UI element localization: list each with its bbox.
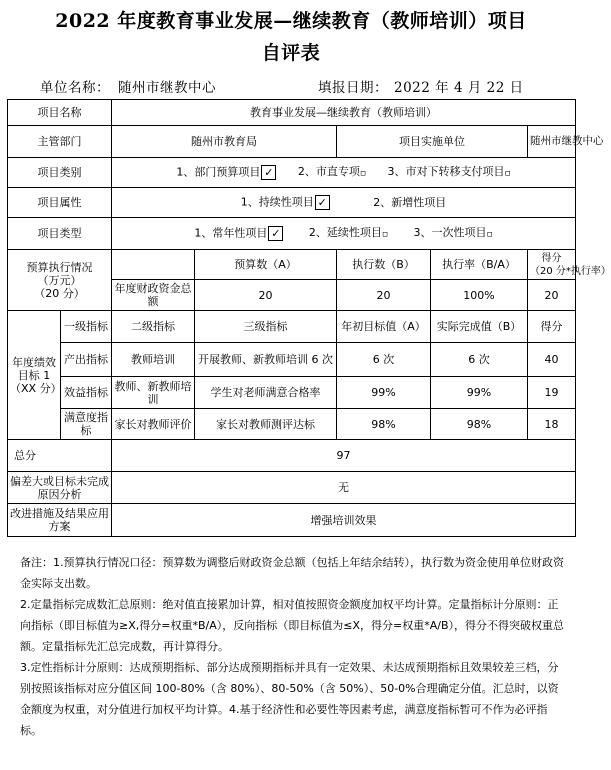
attr-label: 项目属性: [8, 188, 112, 218]
category-options: [112, 158, 576, 188]
type-opt3: 3、一次性项目: [413, 226, 487, 240]
square-icon: ▫: [359, 168, 367, 179]
attr-opt1: 1、持续性项目: [240, 195, 314, 209]
deviation-label: 偏差大或目标未完成原因分析: [8, 472, 112, 504]
notes-section: [20, 552, 568, 741]
attr-opt2: 2、新增性项目: [373, 195, 447, 209]
budget-label-l1: 预算执行情况: [26, 260, 93, 274]
budget-score-header: [528, 250, 611, 280]
fill-date: [318, 76, 524, 96]
note-2: 2.定量指标完成数汇总原则：绝对值直接累加计算，相对值按照资金额度加权平均计算。定量指标计分原则：正向指标（即目标值为≥X,得分=权重*B/A），反向指标（即目标值为≤X，得分=权重*A/B），得分不得突破权重总额。定量指标先汇总完成数，再计算得分。: [20, 598, 564, 653]
project-name-label: 项目名称: [8, 100, 112, 126]
table-row: [8, 343, 576, 377]
improve-label: 改进措施及结果应用方案: [8, 504, 112, 537]
impl-unit-label: 项目实施单位: [337, 126, 528, 158]
type-options: [112, 218, 576, 250]
indicator-score: 40: [528, 343, 576, 377]
indicator-score: 18: [528, 409, 576, 440]
attr-options: [112, 188, 576, 218]
indicator-level3: 开展教师、新教师培训 6 次: [195, 343, 337, 377]
square-icon: ▫: [486, 229, 493, 240]
evaluation-table: [7, 99, 611, 537]
category-opt3: 3、市对下转移支付项目: [387, 165, 505, 179]
target-value: 99%: [337, 377, 431, 409]
indicator-score: 19: [528, 377, 576, 409]
perf-h-level2: 二级指标: [112, 311, 195, 343]
deviation-value: 无: [112, 472, 576, 504]
document-title-line2: 自评表: [261, 42, 321, 64]
indicator-level1: 产出指标: [61, 343, 112, 377]
budget-label-l3: （20 分）: [34, 286, 85, 300]
actual-value: 6 次: [431, 343, 528, 377]
exec-rate-header: 执行率（B/A）: [431, 250, 528, 280]
budget-amount-header: 预算数（A）: [195, 250, 337, 280]
fund-total-label: 年度财政资金总额: [112, 280, 195, 311]
unit-name: [40, 76, 216, 96]
date-value: 2022 年 4 月 22 日: [394, 80, 524, 96]
type-opt1: 1、常年性项目: [194, 226, 268, 240]
total-label: 总分: [8, 440, 112, 472]
indicator-level1: 效益指标: [61, 377, 112, 409]
actual-value: 98%: [431, 409, 528, 440]
perf-h-target: 年初目标值（A）: [337, 311, 431, 343]
note-3: 3.定性指标计分原则：达成预期指标、部分达成预期指标并具有一定效果、未达成预期指标且效果较差三档，分别按照该指标对应分值区间 100-80%（含 80%）、80-50%（含 50%）、50-0%合理确定分值。汇总时，以资金额度为权重，对分值进行加权平均计算。4.基于经济性和必要性等因素考虑，满意度指标暂可不作为必评指标。: [20, 661, 559, 737]
budget-blank: [112, 250, 195, 280]
budget-amount-value: 20: [195, 280, 337, 311]
budget-score-h2: （20 分*执行率）: [530, 265, 611, 277]
category-opt1: 1、部门预算项目: [176, 165, 261, 179]
unit-label: 单位名称：: [40, 80, 110, 96]
dept-label: 主管部门: [8, 126, 112, 158]
indicator-level3: 家长对教师测评达标: [195, 409, 337, 440]
type-label: 项目类型: [8, 218, 112, 250]
check-icon: ✓: [315, 195, 330, 210]
type-opt2: 2、延续性项目: [308, 226, 382, 240]
category-opt2: 2、市直专项: [297, 165, 360, 179]
date-label: 填报日期：: [318, 80, 388, 96]
indicator-level1: 满意度指标: [61, 409, 112, 440]
budget-score-h1: 得分: [541, 252, 562, 264]
indicator-level3: 学生对老师满意合格率: [195, 377, 337, 409]
exec-amount-value: 20: [337, 280, 431, 311]
perf-h-score: 得分: [528, 311, 576, 343]
check-icon: ✓: [261, 165, 276, 180]
perf-h-level1: 一级指标: [61, 311, 112, 343]
project-name-value: 教育事业发展—继续教育（教师培训）: [112, 100, 576, 126]
budget-label: [8, 250, 112, 311]
total-value: 97: [112, 440, 576, 472]
perf-goal-label: 年度绩效目标 1（XX 分）: [8, 311, 61, 440]
note-1: 备注：1.预算执行情况口径：预算数为调整后财政资金总额（包括上年结余结转），执行数为资金使用单位财政资金实际支出数。: [20, 556, 564, 590]
category-label: 项目类别: [8, 158, 112, 188]
table-row: [8, 409, 576, 440]
target-value: 98%: [337, 409, 431, 440]
perf-h-actual: 实际完成值（B）: [431, 311, 528, 343]
square-icon: ▫: [381, 229, 389, 240]
budget-score-value: 20: [528, 280, 576, 311]
exec-rate-value: 100%: [431, 280, 528, 311]
actual-value: 99%: [431, 377, 528, 409]
indicator-level2: 教师、新教师培训: [112, 377, 195, 409]
square-icon: ▫: [504, 168, 511, 179]
impl-unit-value: 随州市继教中心: [528, 126, 576, 158]
dept-value: 随州市教育局: [112, 126, 337, 158]
check-icon: ✓: [268, 226, 283, 241]
table-row: [8, 377, 576, 409]
perf-h-level3: 三级指标: [195, 311, 337, 343]
document-title: 2022 年度教育事业发展—继续教育（教师培训）项目: [55, 10, 527, 32]
budget-label-l2: （万元）: [37, 273, 82, 287]
indicator-level2: 家长对教师评价: [112, 409, 195, 440]
exec-amount-header: 执行数（B）: [337, 250, 431, 280]
indicator-level2: 教师培训: [112, 343, 195, 377]
improve-value: 增强培训效果: [112, 504, 576, 537]
target-value: 6 次: [337, 343, 431, 377]
unit-value: 随州市继教中心: [118, 80, 216, 96]
